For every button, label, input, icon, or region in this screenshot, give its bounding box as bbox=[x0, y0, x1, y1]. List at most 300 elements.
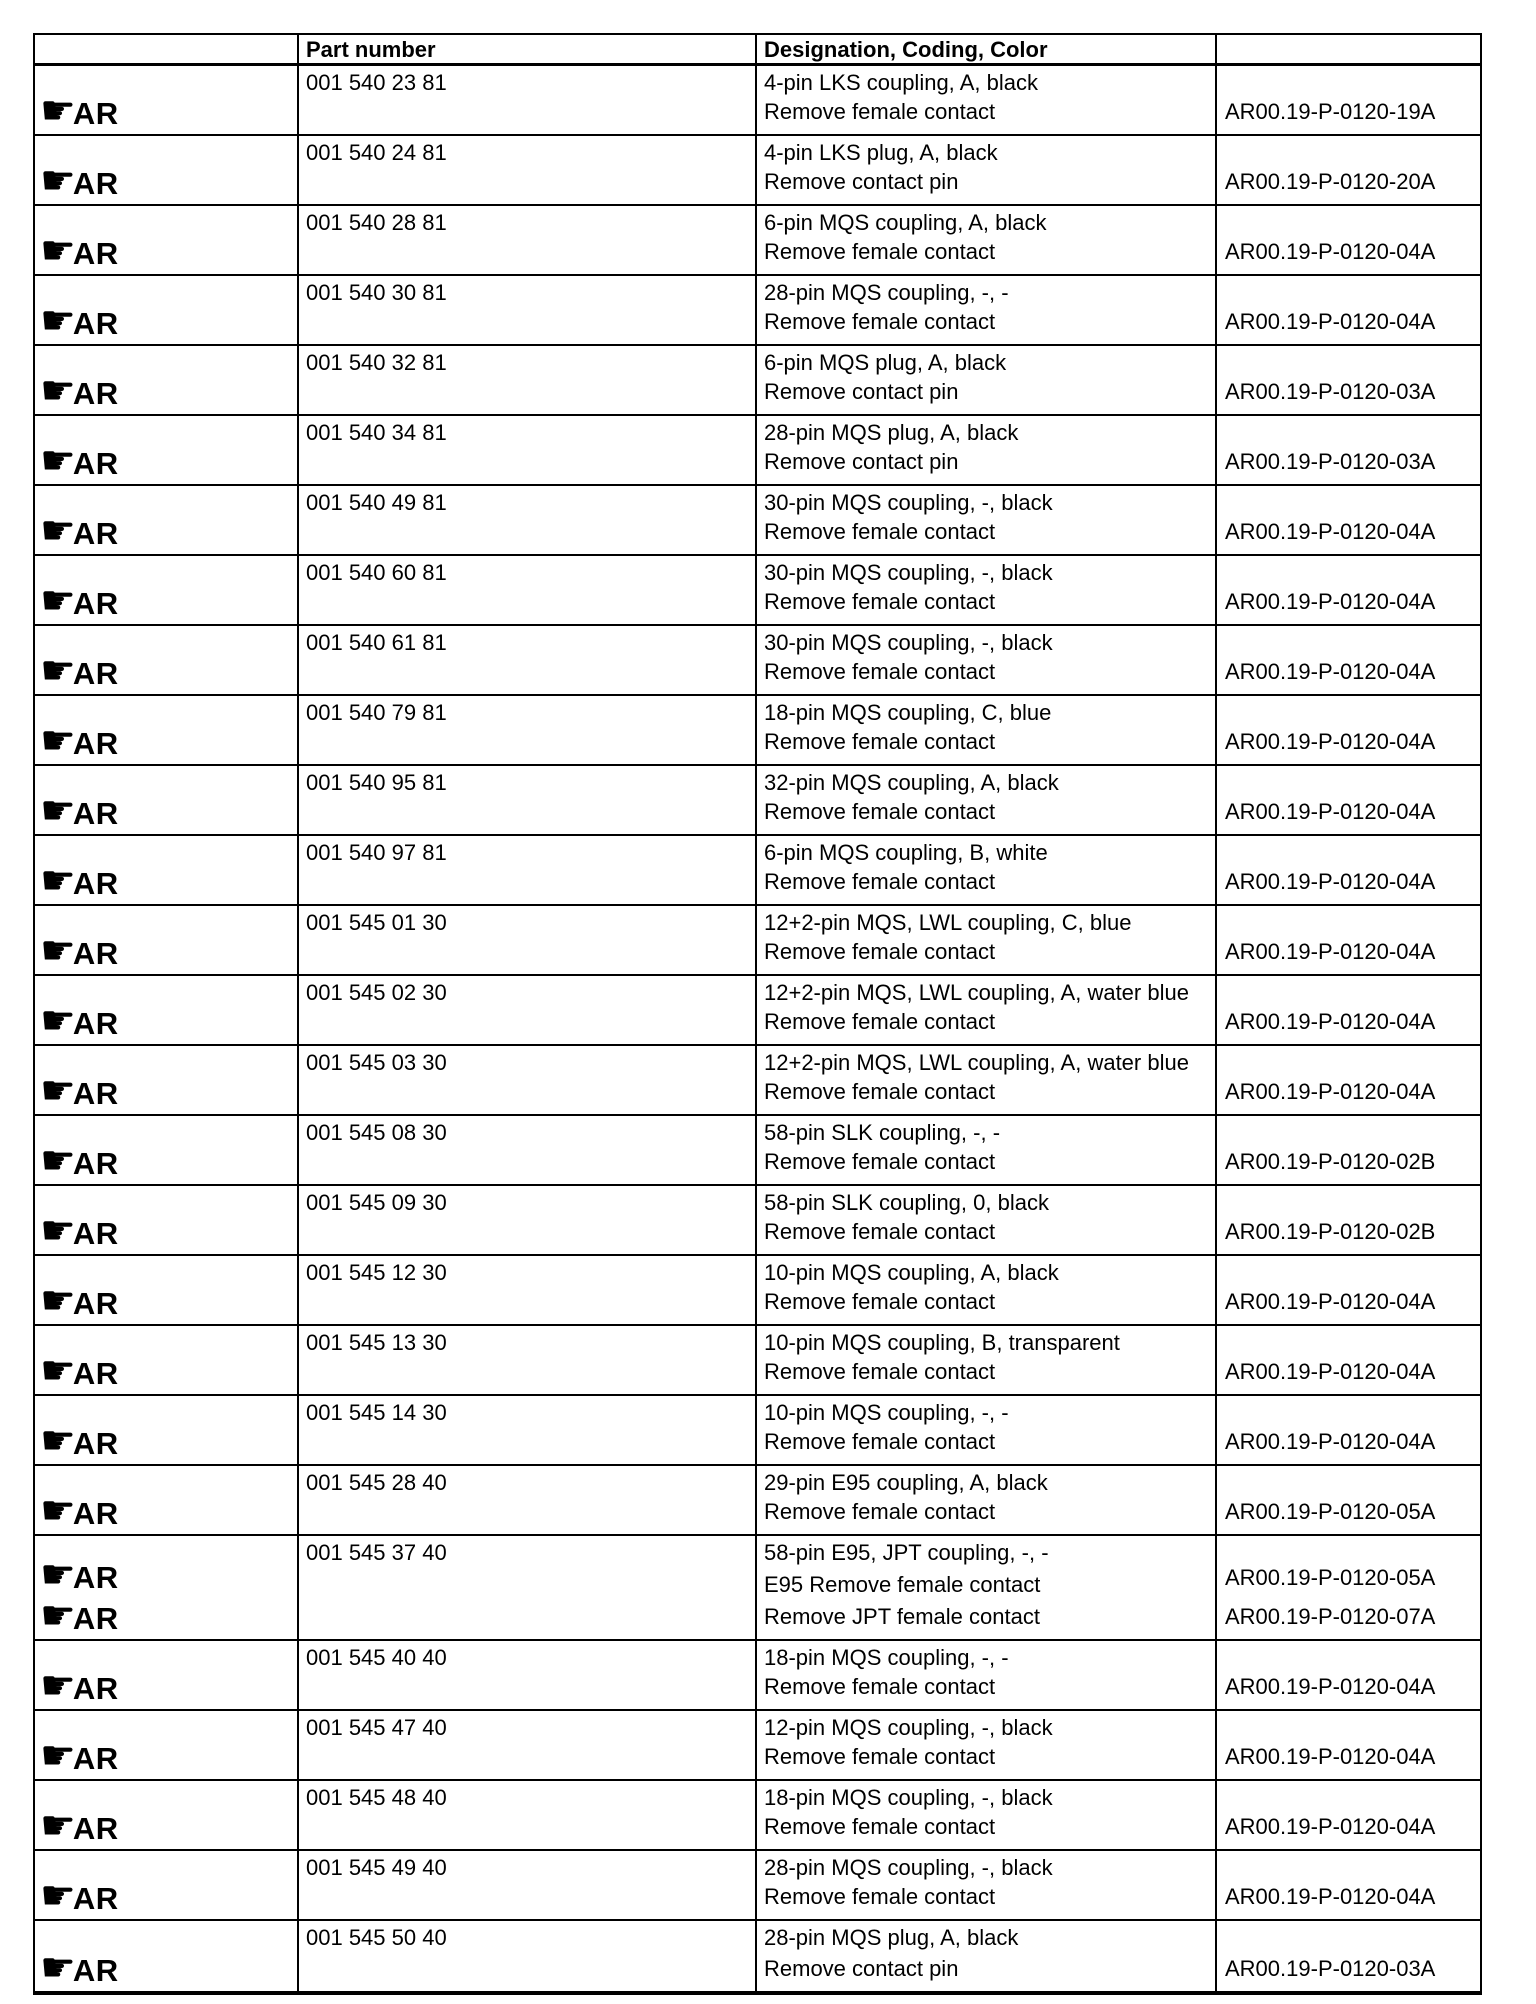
pointing-hand-icon: ☛ bbox=[40, 158, 76, 204]
doc-cell bbox=[1217, 1396, 1480, 1464]
ar-cell bbox=[35, 1466, 299, 1534]
action-text: Remove contact pin bbox=[764, 169, 959, 194]
pointing-hand-icon: ☛ bbox=[40, 1733, 76, 1779]
doc-cell bbox=[1217, 1781, 1480, 1849]
doc-cell bbox=[1217, 556, 1480, 624]
doc-number: AR00.19-P-0120-03A bbox=[1225, 449, 1436, 474]
ar-cell bbox=[35, 906, 299, 974]
part-number-cell bbox=[299, 66, 757, 134]
doc-number: AR00.19-P-0120-04A bbox=[1225, 519, 1436, 544]
action-text: Remove female contact bbox=[764, 1359, 996, 1384]
ar-marker bbox=[40, 1945, 119, 1991]
ar-label: AR bbox=[72, 1741, 119, 1776]
ar-label: AR bbox=[72, 1216, 119, 1251]
doc-cell bbox=[1217, 206, 1480, 274]
doc-cell bbox=[1217, 416, 1480, 484]
designation-text: 58-pin SLK coupling, -, - bbox=[764, 1120, 1001, 1145]
action-text: Remove female contact bbox=[764, 1219, 996, 1244]
part-number: 001 545 49 40 bbox=[306, 1855, 447, 1880]
part-number: 001 545 14 30 bbox=[306, 1400, 447, 1425]
pointing-hand-icon: ☛ bbox=[40, 1418, 76, 1464]
ar-cell bbox=[35, 1921, 299, 1991]
table-row bbox=[35, 1326, 1480, 1396]
header-cell-designation bbox=[757, 35, 1217, 63]
ar-label: AR bbox=[72, 1076, 119, 1111]
part-number-cell bbox=[299, 416, 757, 484]
pointing-hand-icon: ☛ bbox=[40, 1803, 76, 1849]
part-number-cell bbox=[299, 976, 757, 1044]
designation-cell bbox=[757, 276, 1217, 344]
ar-label: AR bbox=[72, 586, 119, 621]
designation-cell bbox=[757, 976, 1217, 1044]
part-number-cell bbox=[299, 136, 757, 204]
ar-label: AR bbox=[72, 1006, 119, 1041]
table-row bbox=[35, 346, 1480, 416]
pointing-hand-icon: ☛ bbox=[40, 648, 76, 694]
ar-marker bbox=[40, 1348, 119, 1394]
designation-text: 28-pin MQS coupling, -, - bbox=[764, 280, 1009, 305]
designation-cell bbox=[757, 1921, 1217, 1991]
part-number-cell bbox=[299, 766, 757, 834]
table-row bbox=[35, 1046, 1480, 1116]
ar-label: AR bbox=[72, 1496, 119, 1531]
part-number: 001 540 34 81 bbox=[306, 420, 447, 445]
pointing-hand-icon: ☛ bbox=[40, 438, 76, 484]
pointing-hand-icon: ☛ bbox=[40, 1208, 76, 1254]
designation-text: 58-pin E95, JPT coupling, -, - bbox=[764, 1540, 1049, 1565]
ar-label: AR bbox=[72, 306, 119, 341]
ar-marker bbox=[40, 718, 119, 764]
pointing-hand-icon: ☛ bbox=[40, 1138, 76, 1184]
ar-marker bbox=[40, 1418, 119, 1464]
table-row bbox=[35, 1711, 1480, 1781]
designation-cell bbox=[757, 346, 1217, 414]
ar-label: AR bbox=[72, 1426, 119, 1461]
table-row bbox=[35, 1781, 1480, 1851]
designation-cell bbox=[757, 1186, 1217, 1254]
part-number: 001 545 48 40 bbox=[306, 1785, 447, 1810]
action-text: Remove female contact bbox=[764, 1429, 996, 1454]
table-row bbox=[35, 1921, 1480, 1991]
pointing-hand-icon: ☛ bbox=[40, 1068, 76, 1114]
action-text: Remove female contact bbox=[764, 589, 996, 614]
part-number: 001 545 37 40 bbox=[306, 1540, 447, 1565]
designation-text: 4-pin LKS coupling, A, black bbox=[764, 70, 1038, 95]
doc-number: AR00.19-P-0120-05A bbox=[1225, 1565, 1436, 1590]
ar-label: AR bbox=[72, 166, 119, 201]
part-number: 001 540 95 81 bbox=[306, 770, 447, 795]
doc-cell bbox=[1217, 346, 1480, 414]
designation-text: 12+2-pin MQS, LWL coupling, A, water blue bbox=[764, 980, 1189, 1005]
part-number-cell bbox=[299, 556, 757, 624]
part-number: 001 540 30 81 bbox=[306, 280, 447, 305]
ar-marker bbox=[40, 1663, 119, 1709]
ar-marker bbox=[40, 158, 119, 204]
doc-cell bbox=[1217, 626, 1480, 694]
doc-number: AR00.19-P-0120-04A bbox=[1225, 1674, 1436, 1699]
ar-label: AR bbox=[72, 796, 119, 831]
pointing-hand-icon: ☛ bbox=[40, 1593, 76, 1639]
designation-cell bbox=[757, 136, 1217, 204]
table-row bbox=[35, 1396, 1480, 1466]
ar-marker bbox=[40, 1208, 119, 1254]
ar-cell bbox=[35, 836, 299, 904]
part-number: 001 540 32 81 bbox=[306, 350, 447, 375]
ar-label: AR bbox=[72, 96, 119, 131]
doc-number: AR00.19-P-0120-04A bbox=[1225, 1744, 1436, 1769]
designation-text: 12+2-pin MQS, LWL coupling, C, blue bbox=[764, 910, 1132, 935]
doc-number: AR00.19-P-0120-04A bbox=[1225, 1289, 1436, 1314]
designation-text: 29-pin E95 coupling, A, black bbox=[764, 1470, 1048, 1495]
designation-text: 30-pin MQS coupling, -, black bbox=[764, 630, 1053, 655]
table-row bbox=[35, 276, 1480, 346]
part-number-cell bbox=[299, 1466, 757, 1534]
pointing-hand-icon: ☛ bbox=[40, 858, 76, 904]
part-number-cell bbox=[299, 1116, 757, 1184]
table-row bbox=[35, 626, 1480, 696]
action-text: Remove female contact bbox=[764, 1884, 996, 1909]
pointing-hand-icon: ☛ bbox=[40, 1945, 76, 1991]
ar-cell bbox=[35, 1711, 299, 1779]
action-text: Remove female contact bbox=[764, 1674, 996, 1699]
designation-cell bbox=[757, 836, 1217, 904]
designation-text: 30-pin MQS coupling, -, black bbox=[764, 490, 1053, 515]
doc-number: AR00.19-P-0120-19A bbox=[1225, 99, 1436, 124]
ar-cell bbox=[35, 276, 299, 344]
part-number-cell bbox=[299, 836, 757, 904]
ar-label: AR bbox=[72, 1146, 119, 1181]
table-row bbox=[35, 1641, 1480, 1711]
designation-cell bbox=[757, 1116, 1217, 1184]
part-number-cell bbox=[299, 346, 757, 414]
action-text: Remove female contact bbox=[764, 659, 996, 684]
designation-text: 10-pin MQS coupling, -, - bbox=[764, 1400, 1009, 1425]
doc-number: AR00.19-P-0120-04A bbox=[1225, 659, 1436, 684]
designation-cell bbox=[757, 1466, 1217, 1534]
designation-text: 30-pin MQS coupling, -, black bbox=[764, 560, 1053, 585]
ar-cell bbox=[35, 1186, 299, 1254]
part-number-cell bbox=[299, 1781, 757, 1849]
action-text: Remove female contact bbox=[764, 939, 996, 964]
part-number-cell bbox=[299, 1641, 757, 1709]
ar-label: AR bbox=[72, 1671, 119, 1706]
ar-cell bbox=[35, 1326, 299, 1394]
part-number: 001 545 28 40 bbox=[306, 1470, 447, 1495]
pointing-hand-icon: ☛ bbox=[40, 88, 76, 134]
designation-text: 18-pin MQS coupling, C, blue bbox=[764, 700, 1052, 725]
table-row bbox=[35, 1536, 1480, 1641]
part-number: 001 540 49 81 bbox=[306, 490, 447, 515]
table-row bbox=[35, 906, 1480, 976]
ar-cell bbox=[35, 206, 299, 274]
designation-cell bbox=[757, 696, 1217, 764]
doc-number: AR00.19-P-0120-02B bbox=[1225, 1149, 1436, 1174]
action-text: Remove contact pin bbox=[764, 1956, 959, 1981]
doc-cell bbox=[1217, 1711, 1480, 1779]
doc-number: AR00.19-P-0120-04A bbox=[1225, 309, 1436, 334]
ar-label: AR bbox=[72, 1811, 119, 1846]
part-number: 001 545 40 40 bbox=[306, 1645, 447, 1670]
doc-cell bbox=[1217, 1641, 1480, 1709]
designation-cell bbox=[757, 1641, 1217, 1709]
ar-marker bbox=[40, 1873, 119, 1919]
doc-cell bbox=[1217, 1116, 1480, 1184]
ar-cell bbox=[35, 486, 299, 554]
ar-cell bbox=[35, 1781, 299, 1849]
doc-cell bbox=[1217, 906, 1480, 974]
designation-text: 12+2-pin MQS, LWL coupling, A, water blue bbox=[764, 1050, 1189, 1075]
ar-cell bbox=[35, 1256, 299, 1324]
designation-text: 18-pin MQS coupling, -, black bbox=[764, 1785, 1053, 1810]
action-text: Remove female contact bbox=[764, 519, 996, 544]
doc-cell bbox=[1217, 1326, 1480, 1394]
designation-cell bbox=[757, 206, 1217, 274]
ar-marker bbox=[40, 368, 119, 414]
table-row bbox=[35, 696, 1480, 766]
action-text: Remove contact pin bbox=[764, 449, 959, 474]
action-text: Remove female contact bbox=[764, 1079, 996, 1104]
doc-cell bbox=[1217, 1186, 1480, 1254]
part-number: 001 545 12 30 bbox=[306, 1260, 447, 1285]
doc-number: AR00.19-P-0120-07A bbox=[1225, 1604, 1436, 1629]
part-number-cell bbox=[299, 696, 757, 764]
ar-marker bbox=[40, 858, 119, 904]
ar-label: AR bbox=[72, 1953, 119, 1988]
pointing-hand-icon: ☛ bbox=[40, 1552, 76, 1598]
pointing-hand-icon: ☛ bbox=[40, 368, 76, 414]
part-number-cell bbox=[299, 206, 757, 274]
doc-cell bbox=[1217, 1536, 1480, 1639]
part-number: 001 540 79 81 bbox=[306, 700, 447, 725]
designation-cell bbox=[757, 416, 1217, 484]
action-text: Remove female contact bbox=[764, 99, 996, 124]
doc-cell bbox=[1217, 976, 1480, 1044]
part-number-cell bbox=[299, 276, 757, 344]
doc-cell bbox=[1217, 836, 1480, 904]
ar-label: AR bbox=[72, 1601, 119, 1636]
part-number: 001 545 01 30 bbox=[306, 910, 447, 935]
ar-marker bbox=[40, 298, 119, 344]
pointing-hand-icon: ☛ bbox=[40, 1663, 76, 1709]
ar-cell bbox=[35, 626, 299, 694]
designation-text: 6-pin MQS coupling, A, black bbox=[764, 210, 1047, 235]
ar-marker bbox=[40, 998, 119, 1044]
designation-text: 18-pin MQS coupling, -, - bbox=[764, 1645, 1009, 1670]
designation-text: 6-pin MQS plug, A, black bbox=[764, 350, 1007, 375]
action-text: Remove female contact bbox=[764, 1814, 996, 1839]
part-number: 001 545 02 30 bbox=[306, 980, 447, 1005]
part-number: 001 545 47 40 bbox=[306, 1715, 447, 1740]
header-part-number-label: Part number bbox=[306, 37, 436, 62]
table-row bbox=[35, 556, 1480, 626]
doc-cell bbox=[1217, 136, 1480, 204]
table-row bbox=[35, 136, 1480, 206]
pointing-hand-icon: ☛ bbox=[40, 1278, 76, 1324]
pointing-hand-icon: ☛ bbox=[40, 508, 76, 554]
doc-number: AR00.19-P-0120-04A bbox=[1225, 869, 1436, 894]
ar-cell bbox=[35, 136, 299, 204]
ar-marker bbox=[40, 928, 119, 974]
ar-marker bbox=[40, 228, 119, 274]
part-number-cell bbox=[299, 906, 757, 974]
doc-cell bbox=[1217, 696, 1480, 764]
ar-cell bbox=[35, 766, 299, 834]
designation-cell bbox=[757, 66, 1217, 134]
doc-number: AR00.19-P-0120-04A bbox=[1225, 1359, 1436, 1384]
action-text: Remove contact pin bbox=[764, 379, 959, 404]
ar-label: AR bbox=[72, 446, 119, 481]
pointing-hand-icon: ☛ bbox=[40, 1873, 76, 1919]
ar-marker bbox=[40, 1552, 119, 1598]
part-number: 001 545 50 40 bbox=[306, 1925, 447, 1950]
action-text: Remove JPT female contact bbox=[764, 1604, 1040, 1629]
ar-cell bbox=[35, 556, 299, 624]
part-number-cell bbox=[299, 1711, 757, 1779]
ar-marker bbox=[40, 1803, 119, 1849]
doc-number: AR00.19-P-0120-03A bbox=[1225, 1956, 1436, 1981]
table-row bbox=[35, 486, 1480, 556]
part-number-cell bbox=[299, 1396, 757, 1464]
header-cell-marker bbox=[35, 35, 299, 63]
table-body bbox=[35, 66, 1480, 1991]
part-number-cell bbox=[299, 1921, 757, 1991]
pointing-hand-icon: ☛ bbox=[40, 1348, 76, 1394]
ar-marker bbox=[40, 1593, 119, 1639]
action-text: Remove female contact bbox=[764, 1289, 996, 1314]
designation-text: 4-pin LKS plug, A, black bbox=[764, 140, 998, 165]
designation-cell bbox=[757, 1046, 1217, 1114]
action-text: Remove female contact bbox=[764, 1744, 996, 1769]
table-row bbox=[35, 416, 1480, 486]
part-number-cell bbox=[299, 1256, 757, 1324]
part-number: 001 545 13 30 bbox=[306, 1330, 447, 1355]
table-row bbox=[35, 1256, 1480, 1326]
ar-label: AR bbox=[72, 936, 119, 971]
designation-text: 32-pin MQS coupling, A, black bbox=[764, 770, 1059, 795]
doc-number: AR00.19-P-0120-04A bbox=[1225, 939, 1436, 964]
doc-number: AR00.19-P-0120-04A bbox=[1225, 1079, 1436, 1104]
table-row bbox=[35, 66, 1480, 136]
part-number: 001 540 60 81 bbox=[306, 560, 447, 585]
part-number-cell bbox=[299, 1326, 757, 1394]
ar-marker bbox=[40, 1488, 119, 1534]
action-text: E95 Remove female contact bbox=[764, 1572, 1041, 1597]
designation-cell bbox=[757, 1396, 1217, 1464]
designation-cell bbox=[757, 1256, 1217, 1324]
ar-cell bbox=[35, 696, 299, 764]
table-row bbox=[35, 976, 1480, 1046]
ar-label: AR bbox=[72, 1881, 119, 1916]
designation-cell bbox=[757, 1326, 1217, 1394]
pointing-hand-icon: ☛ bbox=[40, 718, 76, 764]
pointing-hand-icon: ☛ bbox=[40, 788, 76, 834]
designation-cell bbox=[757, 556, 1217, 624]
ar-cell bbox=[35, 66, 299, 134]
ar-cell bbox=[35, 1536, 299, 1639]
table-header-row bbox=[35, 35, 1480, 66]
doc-cell bbox=[1217, 766, 1480, 834]
ar-cell bbox=[35, 346, 299, 414]
table-row bbox=[35, 1186, 1480, 1256]
doc-number: AR00.19-P-0120-02B bbox=[1225, 1219, 1436, 1244]
part-number: 001 540 23 81 bbox=[306, 70, 447, 95]
designation-text: 58-pin SLK coupling, 0, black bbox=[764, 1190, 1049, 1215]
pointing-hand-icon: ☛ bbox=[40, 1488, 76, 1534]
header-cell-part-number bbox=[299, 35, 757, 63]
doc-number: AR00.19-P-0120-04A bbox=[1225, 1884, 1436, 1909]
doc-number: AR00.19-P-0120-03A bbox=[1225, 379, 1436, 404]
designation-text: 28-pin MQS plug, A, black bbox=[764, 420, 1019, 445]
part-number: 001 540 97 81 bbox=[306, 840, 447, 865]
ar-label: AR bbox=[72, 516, 119, 551]
ar-label: AR bbox=[72, 236, 119, 271]
part-number-cell bbox=[299, 486, 757, 554]
part-number: 001 540 24 81 bbox=[306, 140, 447, 165]
action-text: Remove female contact bbox=[764, 239, 996, 264]
designation-cell bbox=[757, 766, 1217, 834]
pointing-hand-icon: ☛ bbox=[40, 578, 76, 624]
ar-cell bbox=[35, 1046, 299, 1114]
doc-number: AR00.19-P-0120-20A bbox=[1225, 169, 1436, 194]
action-text: Remove female contact bbox=[764, 869, 996, 894]
part-number-cell bbox=[299, 1851, 757, 1919]
ar-cell bbox=[35, 1396, 299, 1464]
part-number: 001 540 61 81 bbox=[306, 630, 447, 655]
designation-text: 10-pin MQS coupling, B, transparent bbox=[764, 1330, 1120, 1355]
part-number: 001 545 03 30 bbox=[306, 1050, 447, 1075]
designation-cell bbox=[757, 906, 1217, 974]
table-row bbox=[35, 206, 1480, 276]
table-row bbox=[35, 1116, 1480, 1186]
action-text: Remove female contact bbox=[764, 309, 996, 334]
action-text: Remove female contact bbox=[764, 729, 996, 754]
doc-number: AR00.19-P-0120-05A bbox=[1225, 1499, 1436, 1524]
table-row bbox=[35, 1851, 1480, 1921]
ar-marker bbox=[40, 788, 119, 834]
part-number: 001 540 28 81 bbox=[306, 210, 447, 235]
pointing-hand-icon: ☛ bbox=[40, 228, 76, 274]
ar-label: AR bbox=[72, 1560, 119, 1595]
designation-cell bbox=[757, 626, 1217, 694]
doc-cell bbox=[1217, 66, 1480, 134]
designation-text: 28-pin MQS plug, A, black bbox=[764, 1925, 1019, 1950]
doc-number: AR00.19-P-0120-04A bbox=[1225, 589, 1436, 614]
pointing-hand-icon: ☛ bbox=[40, 998, 76, 1044]
ar-label: AR bbox=[72, 1286, 119, 1321]
doc-number: AR00.19-P-0120-04A bbox=[1225, 1814, 1436, 1839]
doc-number: AR00.19-P-0120-04A bbox=[1225, 729, 1436, 754]
part-number: 001 545 09 30 bbox=[306, 1190, 447, 1215]
ar-marker bbox=[40, 508, 119, 554]
table-row bbox=[35, 836, 1480, 906]
ar-cell bbox=[35, 1851, 299, 1919]
part-number-cell bbox=[299, 1536, 757, 1639]
doc-cell bbox=[1217, 1466, 1480, 1534]
action-text: Remove female contact bbox=[764, 1149, 996, 1174]
doc-cell bbox=[1217, 276, 1480, 344]
parts-table bbox=[33, 33, 1482, 1995]
doc-number: AR00.19-P-0120-04A bbox=[1225, 239, 1436, 264]
ar-cell bbox=[35, 416, 299, 484]
ar-label: AR bbox=[72, 866, 119, 901]
part-number-cell bbox=[299, 1046, 757, 1114]
ar-label: AR bbox=[72, 376, 119, 411]
table-row bbox=[35, 1466, 1480, 1536]
designation-text: 10-pin MQS coupling, A, black bbox=[764, 1260, 1059, 1285]
ar-marker bbox=[40, 1138, 119, 1184]
designation-text: 6-pin MQS coupling, B, white bbox=[764, 840, 1048, 865]
pointing-hand-icon: ☛ bbox=[40, 298, 76, 344]
